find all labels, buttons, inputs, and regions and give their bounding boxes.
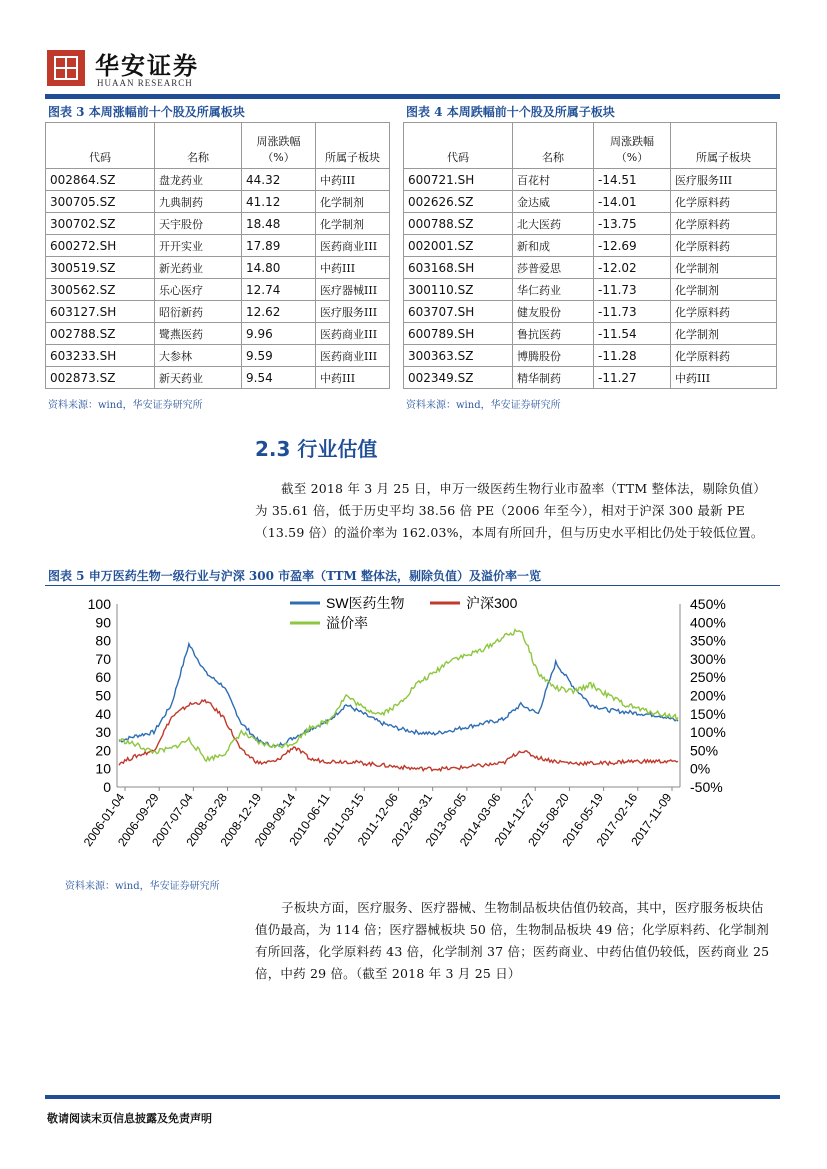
y-tick-label-left: 40 <box>95 705 111 722</box>
stock-name: 新天药业 <box>155 367 242 389</box>
stock-code: 603707.SH <box>404 301 513 323</box>
y-tick-label-right: 100% <box>690 724 726 741</box>
table-row <box>46 191 390 213</box>
stock-name: 新光药业 <box>155 257 242 279</box>
table4-col-code: 代码 <box>404 123 513 169</box>
y-tick-label-right: -50% <box>690 779 723 795</box>
stock-code: 300702.SZ <box>46 213 155 235</box>
table-row <box>404 367 777 389</box>
sub-sector: 化学原料药 <box>671 235 777 257</box>
table4-caption: 图表 4 本周跌幅前十个股及所属子板块 <box>406 105 615 119</box>
legend-label: SW医药生物 <box>326 595 405 611</box>
weekly-change: 18.48 <box>242 213 316 235</box>
x-tick-label: 2011-12-06 <box>354 790 401 849</box>
y-tick-label-right: 50% <box>690 742 719 759</box>
table-row <box>404 235 777 257</box>
sub-sector: 医疗服务III <box>671 169 777 191</box>
table3 <box>45 122 390 389</box>
x-tick-label: 2010-06-11 <box>286 790 333 849</box>
sub-sector: 医药商业III <box>316 345 390 367</box>
table-row <box>46 323 390 345</box>
y-tick-label-right: 0% <box>690 760 711 777</box>
stock-name: 乐心医疗 <box>155 279 242 301</box>
table3-caption: 图表 3 本周涨幅前十个股及所属板块 <box>48 105 245 119</box>
sub-sector: 化学制剂 <box>316 213 390 235</box>
footer-rule <box>45 1095 780 1099</box>
table3-col-code: 代码 <box>46 123 155 169</box>
y-tick-label-left: 100 <box>87 596 111 612</box>
pe-chart <box>45 588 780 873</box>
sub-sector: 化学原料药 <box>671 213 777 235</box>
y-tick-label-right: 250% <box>690 669 726 686</box>
x-tick-label: 2017-11-09 <box>628 790 675 849</box>
table-row <box>46 301 390 323</box>
stock-code: 002788.SZ <box>46 323 155 345</box>
weekly-change: -11.73 <box>594 279 671 301</box>
stock-code: 600789.SH <box>404 323 513 345</box>
sub-sector: 化学制剂 <box>671 323 777 345</box>
stock-code: 603233.SH <box>46 345 155 367</box>
sub-sector: 医药商业III <box>316 235 390 257</box>
weekly-change: 12.74 <box>242 279 316 301</box>
weekly-change: 41.12 <box>242 191 316 213</box>
sub-sector: 医疗服务III <box>316 301 390 323</box>
x-tick-label: 2006-01-04 <box>80 790 128 850</box>
x-tick-label: 2012-08-31 <box>388 790 436 850</box>
table-row <box>46 257 390 279</box>
table3-col-name: 名称 <box>155 123 242 169</box>
table-row <box>46 279 390 301</box>
series-line-1 <box>119 700 678 771</box>
x-tick-label: 2014-11-27 <box>491 790 538 849</box>
sub-sector: 化学原料药 <box>671 191 777 213</box>
stock-name: 金达威 <box>513 191 594 213</box>
legend-label: 溢价率 <box>326 615 368 631</box>
stock-code: 002001.SZ <box>404 235 513 257</box>
y-tick-label-right: 200% <box>690 687 726 704</box>
figure5-caption: 图表 5 申万医药生物一级行业与沪深 300 市盈率（TTM 整体法，剔除负值）及溢价率一览 <box>48 569 542 583</box>
y-tick-label-right: 300% <box>690 650 726 667</box>
y-tick-label-left: 60 <box>95 669 111 686</box>
x-tick-label: 2011-03-15 <box>320 790 367 849</box>
stock-name: 华仁药业 <box>513 279 594 301</box>
weekly-change: 17.89 <box>242 235 316 257</box>
x-tick-label: 2016-05-19 <box>559 790 607 850</box>
section-title: 2.3 行业估值 <box>255 437 378 461</box>
weekly-change: 14.80 <box>242 257 316 279</box>
weekly-change: -14.51 <box>594 169 671 191</box>
stock-name: 开开实业 <box>155 235 242 257</box>
sub-sector: 化学制剂 <box>671 279 777 301</box>
stock-name: 盘龙药业 <box>155 169 242 191</box>
sub-sector: 化学制剂 <box>671 257 777 279</box>
weekly-change: -12.02 <box>594 257 671 279</box>
table-row <box>404 191 777 213</box>
y-tick-label-left: 80 <box>95 632 111 649</box>
stock-code: 002626.SZ <box>404 191 513 213</box>
table-row <box>404 213 777 235</box>
table-row <box>404 169 777 191</box>
stock-name: 九典制药 <box>155 191 242 213</box>
stock-name: 百花村 <box>513 169 594 191</box>
series-line-2 <box>119 630 678 762</box>
stock-name: 健友股份 <box>513 301 594 323</box>
stock-code: 300110.SZ <box>404 279 513 301</box>
stock-code: 002864.SZ <box>46 169 155 191</box>
x-tick-label: 2007-07-04 <box>149 790 196 850</box>
x-tick-label: 2014-03-06 <box>456 790 504 850</box>
table-row <box>46 213 390 235</box>
table3-source: 资料来源：wind，华安证券研究所 <box>48 400 203 411</box>
stock-code: 300562.SZ <box>46 279 155 301</box>
y-tick-label-right: 350% <box>690 632 726 649</box>
table3-col-change: 周涨跌幅 （%） <box>242 123 316 169</box>
y-tick-label-left: 90 <box>95 614 111 631</box>
weekly-change: 9.59 <box>242 345 316 367</box>
table-row <box>404 301 777 323</box>
y-tick-label-right: 400% <box>690 614 726 631</box>
stock-code: 600721.SH <box>404 169 513 191</box>
figure5-rule <box>45 585 780 586</box>
sub-sector: 中药III <box>316 257 390 279</box>
y-tick-label-left: 10 <box>95 760 111 777</box>
y-tick-label-left: 30 <box>95 724 111 741</box>
stock-code: 300363.SZ <box>404 345 513 367</box>
stock-code: 002873.SZ <box>46 367 155 389</box>
weekly-change: 9.96 <box>242 323 316 345</box>
y-tick-label-right: 150% <box>690 705 726 722</box>
legend-label: 沪深300 <box>466 595 518 611</box>
y-tick-label-left: 20 <box>95 742 111 759</box>
y-tick-label-right: 450% <box>690 596 726 612</box>
table-row <box>46 345 390 367</box>
table4 <box>403 122 777 389</box>
stock-code: 603168.SH <box>404 257 513 279</box>
table-row <box>46 235 390 257</box>
footer-disclaimer: 敬请阅读末页信息披露及免责声明 <box>47 1112 212 1125</box>
x-tick-label: 2013-06-05 <box>422 790 470 850</box>
stock-name: 博腾股份 <box>513 345 594 367</box>
sub-sector: 中药III <box>671 367 777 389</box>
y-tick-label-left: 70 <box>95 650 111 667</box>
table-row <box>404 279 777 301</box>
brand-english: HUAAN RESEARCH <box>97 78 193 88</box>
x-tick-label: 2006-09-29 <box>114 790 162 850</box>
stock-name: 鲁抗医药 <box>513 323 594 345</box>
stock-name: 天宇股份 <box>155 213 242 235</box>
sub-sector: 医疗器械III <box>316 279 390 301</box>
x-tick-label: 2015-08-20 <box>525 790 572 850</box>
table-row <box>46 169 390 191</box>
paragraph-valuation: 截至 2018 年 3 月 25 日，申万一级医药生物行业市盈率（TTM 整体法，剔除负值）为 35.61 倍，低于历史平均 38.56 倍 PE（2006 年至今），相对于沪深 300 最新 PE（13.59 倍）的溢价率为 162.03%，本周有所回升，但与历史水平相比仍处于较低位置。 <box>255 481 766 540</box>
series-line-0 <box>119 644 678 747</box>
table-row <box>404 345 777 367</box>
stock-code: 300705.SZ <box>46 191 155 213</box>
y-tick-label-left: 0 <box>103 779 111 795</box>
table4-col-sector: 所属子板块 <box>671 123 777 169</box>
stock-name: 北大医药 <box>513 213 594 235</box>
table-row <box>404 257 777 279</box>
sub-sector: 化学制剂 <box>316 191 390 213</box>
weekly-change: -11.28 <box>594 345 671 367</box>
table-row <box>46 367 390 389</box>
weekly-change: -14.01 <box>594 191 671 213</box>
sub-sector: 医药商业III <box>316 323 390 345</box>
x-tick-label: 2008-12-19 <box>217 790 265 850</box>
weekly-change: -13.75 <box>594 213 671 235</box>
sub-sector: 化学原料药 <box>671 301 777 323</box>
table3-col-sector: 所属子板块 <box>316 123 390 169</box>
stock-name: 莎普爱思 <box>513 257 594 279</box>
figure5-source: 资料来源：wind，华安证券研究所 <box>65 881 220 892</box>
stock-code: 300519.SZ <box>46 257 155 279</box>
x-tick-label: 2017-02-16 <box>593 790 641 850</box>
weekly-change: 9.54 <box>242 367 316 389</box>
stock-code: 603127.SH <box>46 301 155 323</box>
table-row <box>404 323 777 345</box>
stock-name: 鹭燕医药 <box>155 323 242 345</box>
y-tick-label-left: 50 <box>95 687 111 704</box>
sub-sector: 化学原料药 <box>671 345 777 367</box>
table4-col-change: 周涨跌幅 （%） <box>594 123 671 169</box>
stock-name: 新和成 <box>513 235 594 257</box>
sub-sector: 中药III <box>316 367 390 389</box>
stock-code: 600272.SH <box>46 235 155 257</box>
weekly-change: 44.32 <box>242 169 316 191</box>
stock-name: 昭衍新药 <box>155 301 242 323</box>
stock-name: 精华制药 <box>513 367 594 389</box>
weekly-change: -11.54 <box>594 323 671 345</box>
stock-code: 002349.SZ <box>404 367 513 389</box>
table4-col-name: 名称 <box>513 123 594 169</box>
weekly-change: -12.69 <box>594 235 671 257</box>
x-tick-label: 2008-03-28 <box>183 790 231 850</box>
header-rule <box>45 94 780 99</box>
logo-icon <box>47 50 85 86</box>
table4-source: 资料来源：wind，华安证券研究所 <box>406 400 561 411</box>
weekly-change: -11.27 <box>594 367 671 389</box>
x-tick-label: 2009-09-14 <box>251 790 299 850</box>
weekly-change: -11.73 <box>594 301 671 323</box>
weekly-change: 12.62 <box>242 301 316 323</box>
stock-code: 000788.SZ <box>404 213 513 235</box>
stock-name: 大参林 <box>155 345 242 367</box>
brand-name: 华安证券 <box>95 51 199 80</box>
sub-sector: 中药III <box>316 169 390 191</box>
paragraph-subsectors: 子板块方面，医疗服务、医疗器械、生物制品板块估值仍较高，其中，医疗服务板块估值仍最高，为 114 倍；医疗器械板块 50 倍，生物制品板块 49 倍；化学原料药、化学制剂有所回落，化学原料药 43 倍，化学制剂 37 倍；医药商业、中药估值仍较低，医药商业 25 倍，中药 29 倍。（截至 2018 年 3 月 25 日） <box>255 900 770 981</box>
